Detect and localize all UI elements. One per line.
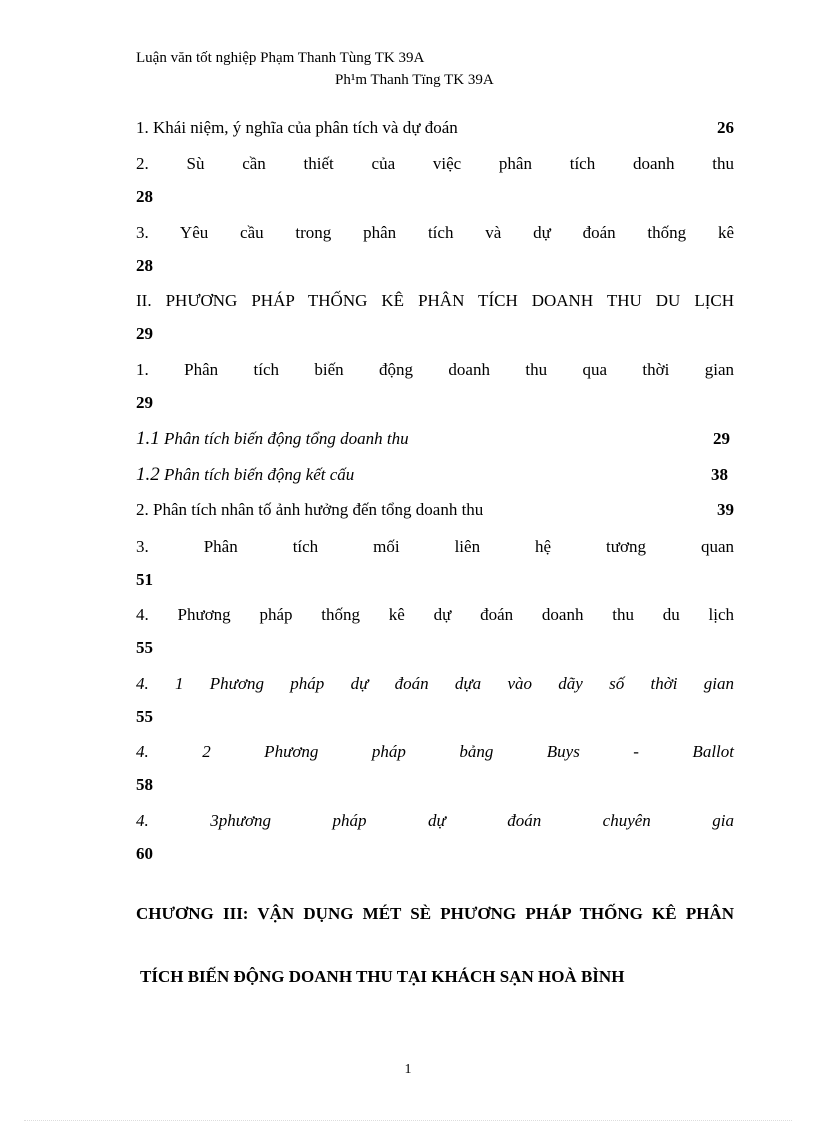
- chapter-heading-line2: TÍCH BIẾN ĐỘNG DOANH THU TẠI KHÁCH SẠN HOÀ BÌNH: [140, 967, 625, 986]
- toc-subentry-number: 1.1: [136, 428, 160, 449]
- toc-subentry: 4. 3phương pháp dự đoán chuyên gia: [136, 811, 734, 830]
- page-number: 1: [404, 1062, 412, 1077]
- toc-entry: [136, 500, 734, 520]
- toc-entry-page: 29: [136, 393, 153, 412]
- toc-subentry: [136, 428, 734, 450]
- toc-entry: 2. Sù cần thiết của việc phân tích doanh thu: [136, 154, 734, 173]
- running-header-garbled: Ph¹m Thanh Tïng TK 39A: [335, 72, 494, 88]
- toc-entry: 4. Phương pháp thống kê dự đoán doanh thu du lịch: [136, 605, 734, 624]
- toc-entry: 3. Yêu cầu trong phân tích và dự đoán thống kê: [136, 223, 734, 242]
- toc-entry: [136, 118, 734, 138]
- toc-entry-page: 39: [717, 500, 734, 519]
- toc-subentry: 4. 1 Phương pháp dự đoán dựa vào dãy số thời gian: [136, 674, 734, 693]
- toc-subentry: 4. 2 Phương pháp bảng Buys - Ballot: [136, 742, 734, 761]
- toc-entry: II. PHƯƠNG PHÁP THỐNG KÊ PHÂN TÍCH DOANH THU DU LỊCH: [136, 291, 734, 310]
- toc-entry-page: 28: [136, 256, 153, 275]
- toc-entry-page: 58: [136, 775, 153, 794]
- running-header: Luận văn tốt nghiệp Phạm Thanh Tùng TK 39A: [136, 50, 425, 66]
- toc-entry: 3. Phân tích mối liên hệ tương quan: [136, 537, 734, 556]
- toc-entry-page: 55: [136, 638, 153, 657]
- page-bottom-border: [24, 1120, 792, 1121]
- toc-entry-page: 29: [713, 429, 730, 448]
- toc-entry-page: 28: [136, 187, 153, 206]
- toc-entry-page: 51: [136, 570, 153, 589]
- toc-entry-text: 2. Phân tích nhân tố ảnh hưởng đến tổng doanh thu: [136, 500, 484, 519]
- chapter-heading-line1: CHƯƠNG III: VẬN DỤNG MÉT SÈ PHƯƠNG PHÁP THỐNG KÊ PHÂN: [136, 904, 734, 923]
- toc-entry-page: 38: [711, 465, 728, 484]
- toc-subentry: [136, 464, 734, 486]
- toc-subentry-number: 1.2: [136, 464, 160, 485]
- toc-entry-page: 55: [136, 707, 153, 726]
- toc-entry-text: 1. Khái niệm, ý nghĩa của phân tích và dự đoán: [136, 118, 458, 137]
- toc-subentry-text: Phân tích biến động kết cấu: [164, 465, 355, 484]
- toc-entry: 1. Phân tích biến động doanh thu qua thời gian: [136, 360, 734, 379]
- toc-entry-page: 29: [136, 324, 153, 343]
- toc-entry-page: 26: [717, 118, 734, 137]
- toc-subentry-text: Phân tích biến động tổng doanh thu: [164, 429, 409, 448]
- toc-entry-page: 60: [136, 844, 153, 863]
